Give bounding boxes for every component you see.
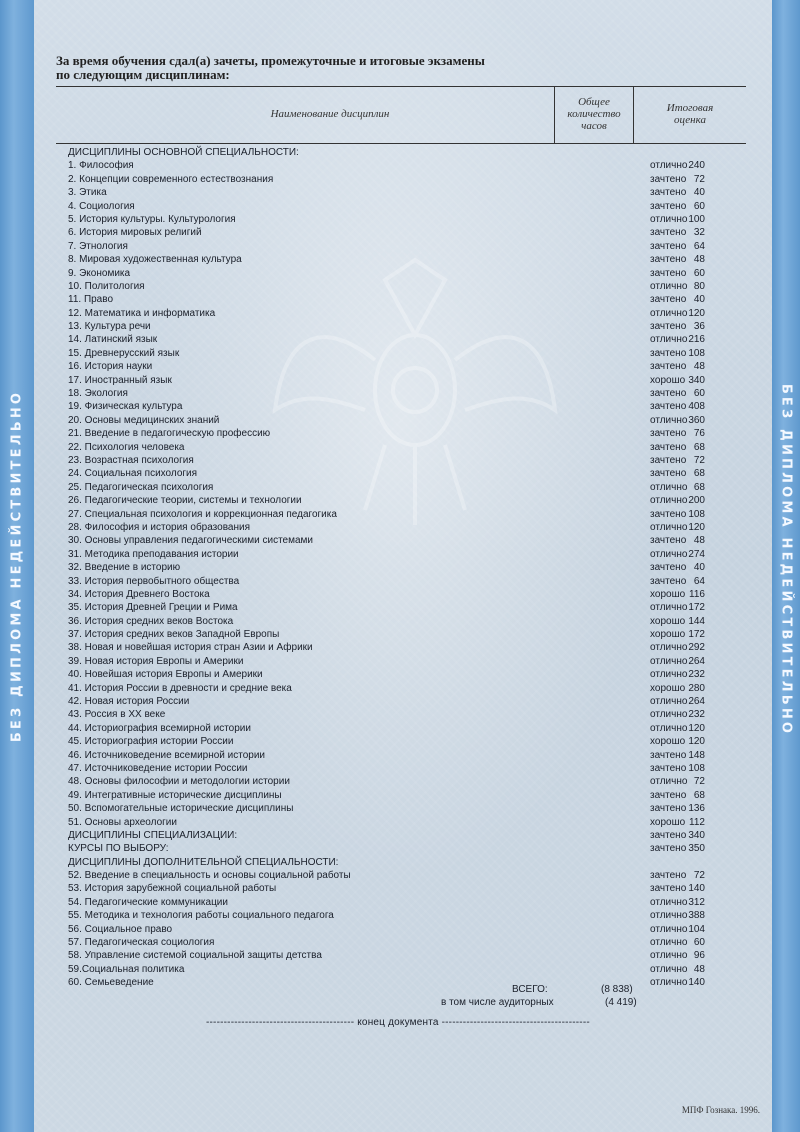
discipline-hours: 72 <box>693 173 705 185</box>
discipline-name: 42. Новая история России <box>68 696 190 708</box>
discipline-hours: 108 <box>688 762 705 774</box>
table-row <box>68 494 718 507</box>
discipline-hours: 60 <box>693 937 705 949</box>
table-row <box>68 360 718 373</box>
discipline-grade: отлично <box>650 722 688 734</box>
discipline-grade: хорошо <box>650 736 686 748</box>
table-row <box>68 802 718 815</box>
printer-mark: МПФ Гознака. 1996. <box>681 1105 760 1115</box>
table-row <box>68 267 718 280</box>
discipline-hours: 104 <box>688 923 705 935</box>
discipline-name: 47. Источниковедение истории России <box>68 762 248 774</box>
discipline-hours: 68 <box>693 468 705 480</box>
table-row <box>68 708 718 721</box>
discipline-hours: 172 <box>688 602 705 614</box>
discipline-name: 5. История культуры. Культурология <box>68 213 236 225</box>
end-of-document-line: ------------------------------------------ конец документа ------------------------------------------ <box>206 1017 590 1028</box>
discipline-name: 49. Интегративные исторические дисциплины <box>68 789 282 801</box>
table-row <box>68 909 718 922</box>
discipline-name: 46. Источниковедение всемирной истории <box>68 749 266 761</box>
discipline-hours: 264 <box>688 696 705 708</box>
discipline-grade: зачтено <box>650 803 687 815</box>
discipline-hours: 408 <box>688 401 705 413</box>
table-row <box>68 856 718 869</box>
discipline-name: 44. Историография всемирной истории <box>68 722 251 734</box>
discipline-hours: 120 <box>688 722 705 734</box>
discipline-name: 12. Математика и информатика <box>68 307 216 319</box>
discipline-hours: 340 <box>688 829 705 841</box>
discipline-name: 18. Экология <box>68 388 128 400</box>
table-row <box>68 561 718 574</box>
discipline-grade: зачтено <box>650 575 687 587</box>
discipline-hours: 140 <box>688 977 705 989</box>
discipline-grade: отлично <box>650 923 688 935</box>
discipline-grade: отлично <box>650 950 688 962</box>
discipline-grade: отлично <box>650 669 688 681</box>
discipline-hours: 32 <box>693 227 705 239</box>
discipline-hours: 100 <box>688 213 705 225</box>
discipline-hours: 216 <box>688 334 705 346</box>
table-row <box>68 293 718 306</box>
discipline-name: 54. Педагогические коммуникации <box>68 896 228 908</box>
discipline-name: 40. Новейшая история Европы и Америки <box>68 669 263 681</box>
table-row <box>68 481 718 494</box>
discipline-name: 45. Историография истории России <box>68 736 234 748</box>
discipline-grade: отлично <box>650 896 688 908</box>
discipline-name: 26. Педагогические теории, системы и технологии <box>68 495 302 507</box>
discipline-name: 31. Методика преподавания истории <box>68 548 239 560</box>
discipline-name: 38. Новая и новейшая история стран Азии и Африки <box>68 642 313 654</box>
auditory-hours-value: (4 419) <box>605 997 637 1008</box>
discipline-hours: 200 <box>688 495 705 507</box>
discipline-grade: зачтено <box>650 870 687 882</box>
auditory-hours-label: в том числе аудиторных <box>441 997 554 1008</box>
table-row <box>68 307 718 320</box>
discipline-grade: зачтено <box>650 267 687 279</box>
discipline-grade: зачтено <box>650 829 687 841</box>
discipline-name: 22. Психология человека <box>68 441 185 453</box>
discipline-name: 20. Основы медицинских знаний <box>68 414 220 426</box>
discipline-hours: 144 <box>688 615 705 627</box>
discipline-name: 41. История России в древности и средние века <box>68 682 292 694</box>
table-row <box>68 173 718 186</box>
discipline-grade: зачтено <box>650 508 687 520</box>
intro-line-1: За время обучения сдал(а) зачеты, промежуточные и итоговые экзамены <box>56 53 485 68</box>
table-row <box>68 695 718 708</box>
table-row <box>68 400 718 413</box>
table-row <box>68 320 718 333</box>
discipline-name: 30. Основы управления педагогическими системами <box>68 535 313 547</box>
discipline-hours: 40 <box>693 187 705 199</box>
table-row <box>68 374 718 387</box>
discipline-hours: 172 <box>688 629 705 641</box>
discipline-grade: зачтено <box>650 401 687 413</box>
discipline-name: 53. История зарубежной социальной работы <box>68 883 277 895</box>
table-row <box>68 414 718 427</box>
discipline-hours: 140 <box>688 883 705 895</box>
discipline-name: 6. История мировых религий <box>68 227 202 239</box>
discipline-name: 11. Право <box>68 294 114 306</box>
discipline-grade: отлично <box>650 160 688 172</box>
discipline-name: 57. Педагогическая социология <box>68 937 215 949</box>
discipline-grade: зачтено <box>650 562 687 574</box>
discipline-hours: 36 <box>693 321 705 333</box>
discipline-hours: 68 <box>693 789 705 801</box>
discipline-name: 48. Основы философии и методологии истории <box>68 776 290 788</box>
discipline-grade: зачтено <box>650 843 687 855</box>
table-row <box>68 722 718 735</box>
table-row <box>68 949 718 962</box>
discipline-grade: зачтено <box>650 762 687 774</box>
discipline-grade: отлично <box>650 709 688 721</box>
discipline-name: 16. История науки <box>68 361 153 373</box>
discipline-name: 13. Культура речи <box>68 321 151 333</box>
header-divider-1 <box>554 86 555 144</box>
discipline-grade: отлично <box>650 937 688 949</box>
discipline-grade: зачтено <box>650 347 687 359</box>
discipline-name: 9. Экономика <box>68 267 131 279</box>
discipline-grade: хорошо <box>650 682 686 694</box>
table-row <box>68 146 718 159</box>
discipline-name: 15. Древнерусский язык <box>68 347 180 359</box>
discipline-hours: 360 <box>688 414 705 426</box>
table-row <box>68 601 718 614</box>
discipline-name: 3. Этика <box>68 187 107 199</box>
discipline-name: 27. Специальная психология и коррекционная педагогика <box>68 508 337 520</box>
discipline-name: 4. Социология <box>68 200 135 212</box>
discipline-hours: 64 <box>693 575 705 587</box>
discipline-grade: хорошо <box>650 374 686 386</box>
header-bottom-border <box>56 143 746 144</box>
discipline-name: 1. Философия <box>68 160 134 172</box>
discipline-grade: зачтено <box>650 441 687 453</box>
table-row <box>68 508 718 521</box>
discipline-hours: 40 <box>693 294 705 306</box>
discipline-grade: отлично <box>650 481 688 493</box>
table-row <box>68 789 718 802</box>
discipline-hours: 108 <box>688 347 705 359</box>
discipline-name: 36. История средних веков Востока <box>68 615 234 627</box>
table-row <box>68 816 718 829</box>
table-row <box>68 427 718 440</box>
discipline-name: 59.Социальная политика <box>68 963 185 975</box>
discipline-grade: хорошо <box>650 588 686 600</box>
header-divider-2 <box>633 86 634 144</box>
table-row <box>68 682 718 695</box>
discipline-name: 2. Концепции современного естествознания <box>68 173 274 185</box>
discipline-name: 17. Иностранный язык <box>68 374 172 386</box>
table-row <box>68 333 718 346</box>
table-row <box>68 454 718 467</box>
discipline-hours: 72 <box>693 454 705 466</box>
discipline-name: ДИСЦИПЛИНЫ ОСНОВНОЙ СПЕЦИАЛЬНОСТИ: <box>68 147 299 158</box>
discipline-hours: 264 <box>688 655 705 667</box>
table-row <box>68 240 718 253</box>
disciplines-table <box>68 146 718 990</box>
discipline-name: 28. Философия и история образования <box>68 521 250 533</box>
discipline-grade: хорошо <box>650 816 686 828</box>
table-row <box>68 668 718 681</box>
table-row <box>68 869 718 882</box>
discipline-hours: 120 <box>688 736 705 748</box>
discipline-name: ДИСЦИПЛИНЫ СПЕЦИАЛИЗАЦИИ: <box>68 829 238 841</box>
discipline-grade: зачтено <box>650 454 687 466</box>
discipline-name: 24. Социальная психология <box>68 468 198 480</box>
discipline-grade: хорошо <box>650 629 686 641</box>
table-row <box>68 441 718 454</box>
discipline-grade: отлично <box>650 696 688 708</box>
discipline-hours: 232 <box>688 709 705 721</box>
total-hours-value: (8 838) <box>601 984 633 995</box>
table-row <box>68 467 718 480</box>
discipline-name: 56. Социальное право <box>68 923 173 935</box>
discipline-name: ДИСЦИПЛИНЫ ДОПОЛНИТЕЛЬНОЙ СПЕЦИАЛЬНОСТИ: <box>68 856 339 868</box>
discipline-name: 21. Введение в педагогическую профессию <box>68 428 271 440</box>
discipline-hours: 72 <box>693 776 705 788</box>
intro-line-2: по следующим дисциплинам: <box>56 67 230 82</box>
discipline-name: 23. Возрастная психология <box>68 454 194 466</box>
discipline-name: 55. Методика и технология работы социального педагога <box>68 910 334 922</box>
discipline-name: 58. Управление системой социальной защиты детства <box>68 950 322 962</box>
discipline-name: 10. Политология <box>68 280 145 292</box>
discipline-grade: зачтено <box>650 468 687 480</box>
discipline-grade: зачтено <box>650 388 687 400</box>
discipline-name: 35. История Древней Греции и Рима <box>68 602 238 614</box>
table-row <box>68 842 718 855</box>
discipline-grade: отлично <box>650 776 688 788</box>
discipline-name: 25. Педагогическая психология <box>68 481 214 493</box>
total-label: ВСЕГО: <box>512 984 548 995</box>
table-row <box>68 200 718 213</box>
discipline-name: 7. Этнология <box>68 240 128 252</box>
intro-text <box>56 54 485 82</box>
discipline-grade: зачтено <box>650 173 687 185</box>
discipline-grade: зачтено <box>650 361 687 373</box>
discipline-name: 32. Введение в историю <box>68 562 181 574</box>
discipline-grade: отлично <box>650 977 688 989</box>
table-row <box>68 963 718 976</box>
discipline-hours: 40 <box>693 562 705 574</box>
discipline-hours: 80 <box>693 280 705 292</box>
discipline-hours: 68 <box>693 441 705 453</box>
discipline-hours: 48 <box>693 963 705 975</box>
discipline-hours: 388 <box>688 910 705 922</box>
discipline-hours: 116 <box>689 588 705 600</box>
table-row <box>68 775 718 788</box>
discipline-grade: зачтено <box>650 254 687 266</box>
left-band-text: БЕЗ ДИПЛОМА НЕДЕЙСТВИТЕЛЬНО <box>9 389 25 743</box>
discipline-grade: отлично <box>650 213 688 225</box>
table-row <box>68 213 718 226</box>
discipline-name: 60. Семьеведение <box>68 977 154 989</box>
discipline-hours: 350 <box>688 843 705 855</box>
discipline-hours: 280 <box>688 682 705 694</box>
discipline-hours: 232 <box>688 669 705 681</box>
table-row <box>68 548 718 561</box>
table-row <box>68 735 718 748</box>
discipline-hours: 240 <box>688 160 705 172</box>
discipline-grade: отлично <box>650 602 688 614</box>
discipline-name: 51. Основы археологии <box>68 816 177 828</box>
discipline-grade: отлично <box>650 642 688 654</box>
table-row <box>68 521 718 534</box>
discipline-grade: отлично <box>650 334 688 346</box>
discipline-hours: 64 <box>693 240 705 252</box>
discipline-grade: отлично <box>650 495 688 507</box>
table-row <box>68 534 718 547</box>
discipline-grade: зачтено <box>650 227 687 239</box>
table-row <box>68 749 718 762</box>
header-final-grade: Итоговая оценка <box>666 102 714 126</box>
table-row <box>68 936 718 949</box>
discipline-hours: 48 <box>693 254 705 266</box>
discipline-name: КУРСЫ ПО ВЫБОРУ: <box>68 843 169 855</box>
discipline-grade: отлично <box>650 963 688 975</box>
discipline-hours: 76 <box>693 428 705 440</box>
discipline-hours: 60 <box>693 388 705 400</box>
discipline-name: 19. Физическая культура <box>68 401 183 413</box>
table-row <box>68 588 718 601</box>
discipline-grade: зачтено <box>650 535 687 547</box>
header-discipline-name: Наименование дисциплин <box>270 108 390 120</box>
discipline-grade: отлично <box>650 307 688 319</box>
discipline-name: 37. История средних веков Западной Европы <box>68 629 280 641</box>
discipline-grade: зачтено <box>650 200 687 212</box>
discipline-grade: хорошо <box>650 615 686 627</box>
discipline-grade: отлично <box>650 280 688 292</box>
table-row <box>68 655 718 668</box>
table-top-border <box>56 86 746 87</box>
discipline-grade: зачтено <box>650 789 687 801</box>
header-total-hours: Общее количество часов <box>567 96 621 132</box>
discipline-grade: зачтено <box>650 294 687 306</box>
discipline-name: 34. История Древнего Востока <box>68 588 210 600</box>
table-row <box>68 347 718 360</box>
discipline-name: 50. Вспомогательные исторические дисциплины <box>68 803 294 815</box>
discipline-name: 14. Латинский язык <box>68 334 158 346</box>
table-row <box>68 280 718 293</box>
table-row <box>68 387 718 400</box>
discipline-hours: 136 <box>688 803 705 815</box>
table-row <box>68 253 718 266</box>
table-row <box>68 762 718 775</box>
discipline-grade: зачтено <box>650 428 687 440</box>
discipline-name: 52. Введение в специальность и основы социальной работы <box>68 870 351 882</box>
discipline-name: 39. Новая история Европы и Америки <box>68 655 244 667</box>
right-security-band <box>772 0 800 1132</box>
table-row <box>68 575 718 588</box>
discipline-hours: 60 <box>693 200 705 212</box>
discipline-grade: зачтено <box>650 240 687 252</box>
discipline-name: 33. История первобытного общества <box>68 575 240 587</box>
discipline-grade: отлично <box>650 414 688 426</box>
discipline-name: 8. Мировая художественная культура <box>68 254 242 266</box>
discipline-hours: 48 <box>693 361 705 373</box>
left-security-band <box>0 0 34 1132</box>
table-row <box>68 641 718 654</box>
table-row <box>68 829 718 842</box>
discipline-grade: отлично <box>650 655 688 667</box>
discipline-name: 43. Россия в XX веке <box>68 709 166 721</box>
discipline-hours: 120 <box>688 521 705 533</box>
table-row <box>68 615 718 628</box>
table-row <box>68 628 718 641</box>
discipline-grade: отлично <box>650 521 688 533</box>
discipline-hours: 274 <box>688 548 705 560</box>
table-row <box>68 226 718 239</box>
right-band-text: БЕЗ ДИПЛОМА НЕДЕЙСТВИТЕЛЬНО <box>778 383 794 737</box>
discipline-grade: зачтено <box>650 749 687 761</box>
discipline-grade: отлично <box>650 910 688 922</box>
table-row <box>68 896 718 909</box>
discipline-hours: 312 <box>688 896 705 908</box>
table-row <box>68 923 718 936</box>
table-row <box>68 159 718 172</box>
discipline-hours: 120 <box>688 307 705 319</box>
discipline-grade: зачтено <box>650 321 687 333</box>
table-row <box>68 882 718 895</box>
discipline-hours: 112 <box>689 816 705 828</box>
discipline-grade: отлично <box>650 548 688 560</box>
discipline-hours: 68 <box>693 481 705 493</box>
discipline-hours: 60 <box>693 267 705 279</box>
discipline-hours: 48 <box>693 535 705 547</box>
discipline-hours: 72 <box>693 870 705 882</box>
discipline-hours: 148 <box>688 749 705 761</box>
discipline-hours: 340 <box>688 374 705 386</box>
discipline-hours: 108 <box>688 508 705 520</box>
discipline-hours: 96 <box>693 950 705 962</box>
table-row <box>68 186 718 199</box>
discipline-grade: зачтено <box>650 883 687 895</box>
discipline-grade: зачтено <box>650 187 687 199</box>
discipline-hours: 292 <box>688 642 705 654</box>
